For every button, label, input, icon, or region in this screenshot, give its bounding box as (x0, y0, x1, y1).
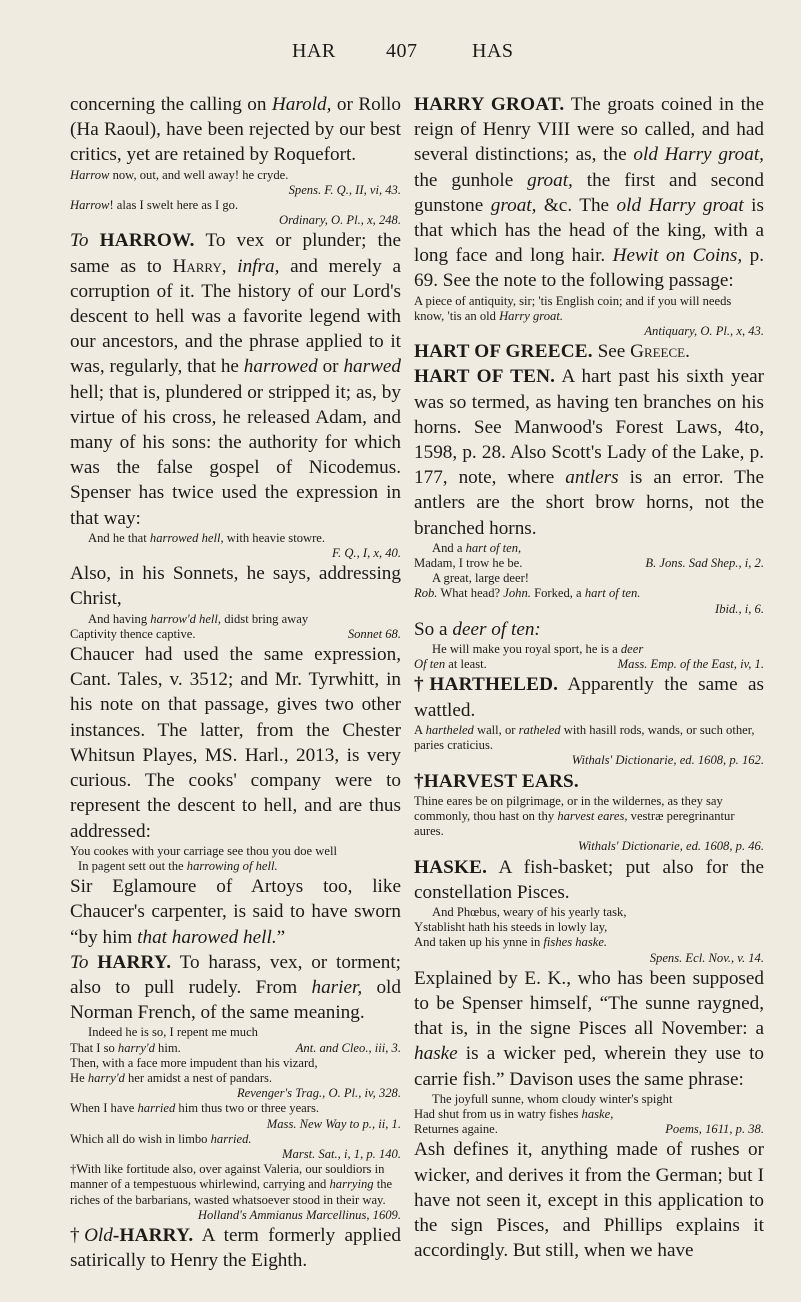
eglamoure-paragraph: Sir Eglamoure of Artoys too, like Chaucer's carpenter, is said to have sworn “by him that harowed hell.” (70, 876, 401, 948)
citation: Spens. F. Q., II, vi, 43. (288, 182, 401, 197)
citation: Ordinary, O. Pl., x, 248. (279, 213, 401, 228)
deer-of-ten-paragraph: So a deer of ten: (414, 618, 541, 640)
entry-haske: HASKE. A fish-basket; put also for the constellation Pisces. (414, 856, 764, 903)
citation: Ibid., i, 6. (715, 601, 764, 616)
page-number: 407 (386, 40, 418, 62)
quote-spens-ecl: And Phœbus, weary of his yearly task, Ystablisht hath his steeds in lowly lay, And taken up his ynne in fishes haske. (414, 904, 627, 950)
entry-to-harrow: To HARROW. To vex or plunder; the same as to Harry, infra, and merely a corruption of it. The history of our Lord's descent to hell was a favorite legend with our ancestors, and the phrase applied to it was, regularly, that he harrowed or harwed hell; that is, plundered or stripped it; as, by virtue of his cross, he released Adam, and many of his sons: the authority for which was the false gospel of Nicodemus. Spenser has twice used the expression in that way: (70, 230, 401, 529)
harold-continuation: concerning the calling on Harold, or Rollo (Ha Raoul), have been rejected by our best critics, yet are retained by Roquefort. (70, 94, 401, 166)
entry-old-harry: †Old-HARRY. A term formerly applied satirically to Henry the Eighth. (70, 1224, 401, 1272)
entry-hart-of-ten: HART OF TEN. A hart past his sixth year was so termed, as having ten branches on his horns. See Manwood's Forest Laws, 4to, 1598, p. 28. Also Scott's Lady of the Lake, p. 177, note, where antlers is an error. The antlers are the short brow horns, not the branched horns. (414, 366, 764, 539)
ash-paragraph: Ash defines it, anything made of rushes or wicker, and derives it from the German; but I have not seen it, except in this application to the sign Pisces, and Phillips explains it accordingly. But still, when we have (414, 1139, 764, 1262)
citation: F. Q., I, x, 40. (331, 546, 401, 561)
quote-mass: When I have harried him thus two or three years. (70, 1101, 320, 1116)
quote-emp-east: He will make you royal sport, he is a deer Of ten at least. Mass. Emp. of the East, iv, 1. (414, 642, 764, 672)
right-column (414, 92, 764, 1263)
quote-ant-cleo: Indeed he is so, I repent me much That I so harry'd him. Ant. and Cleo., iii, 3. Then, with a face more impudent than his vizard, He harry'd her amidst a nest of pandars. (70, 1025, 401, 1085)
quote-davison: The joyfull sunne, whom cloudy winter's spight Had shut from us in watry fishes haske, Returnes againe. Poems, 1611, p. 38. (414, 1091, 764, 1137)
quote-withals-46: Thine eares be on pilgrimage, or in the wildernes, as they say commonly, thou hast on thy harvest eares, vestræ peregrinantur aures. (414, 793, 735, 839)
running-head-left: HAR (292, 40, 336, 62)
citation: Withals' Dictionarie, ed. 1608, p. 46. (578, 839, 764, 854)
running-head-right: HAS (472, 40, 514, 62)
entry-to-harry: To HARRY. To harass, vex, or torment; also to pull rudely. From harier, old Norman French, of the same meaning. (70, 951, 401, 1024)
entry-harry-groat: HARRY GROAT. The groats coined in the reign of Henry VIII were so called, and had several distinctions; as, the old Harry groat, the gunhole groat, the first and second gunstone groat, &c. The old Harry groat is that which has the head of the king, with a long face and long hair. Hewit on Coins, p. 69. See the note to the following passage: (414, 94, 764, 292)
quote-sad-shep: And a hart of ten, Madam, I trow he be. B. Jons. Sad Shep., i, 2. A great, large deer! Rob. What head? John. Forked, a hart of ten. (414, 540, 764, 601)
chaucer-paragraph: Chaucer had used the same expression, Cant. Tales, v. 3512; and Mr. Tyrwhitt, in his note on that passage, gives two other instances. The latter, from the Chester Whitsun Playes, MS. Harl., 2013, is very curious. The cooks' company were to represent the descent to hell, and are thus addressed: (70, 644, 401, 842)
quote-marst: Which all do wish in limbo harried. (70, 1131, 252, 1146)
left-column (70, 92, 401, 1273)
explained-paragraph: Explained by E. K., who has been supposed to be Spenser himself, “The sunne raygned, that is, in the signe Pisces all November: a haske is a wicker ped, wherein they use to carrie fish.” Davison uses the same phrase: (414, 967, 764, 1090)
quote-spens-fq: Harrow now, out, and well away! he cryde. (70, 167, 289, 182)
entry-harvest-ears: †HARVEST EARS. (414, 770, 579, 792)
citation: Antiquary, O. Pl., x, 43. (644, 324, 764, 339)
sonnets-paragraph: Also, in his Sonnets, he says, addressing Christ, (70, 563, 401, 610)
citation: Withals' Dictionarie, ed. 1608, p. 162. (571, 753, 764, 768)
quote-antiquary: A piece of antiquity, sir; 'tis English coin; and if you will needs know, 'tis an old Harry groat. (414, 293, 732, 323)
citation: Marst. Sat., i, 1, p. 140. (282, 1146, 401, 1161)
entry-hartheled: †HARTHELED. Apparently the same as wattled. (414, 674, 764, 721)
citation: Spens. Ecl. Nov., v. 14. (649, 950, 764, 965)
entry-hart-of-greece: HART OF GREECE. See Greece. (414, 341, 690, 363)
quote-holland: †With like fortitude also, over against Valeria, our souldiors in manner of a tempestuous whirlewind, carrying and harrying the riches of the barbarians, wasted whatsoever stood in their way. (70, 1162, 393, 1207)
quote-withals-162: A hartheled wall, or ratheled with hasill rods, wands, or such other, paries craticius. (414, 722, 755, 753)
quote-ordinary: Harrow! alas I swelt here as I go. (70, 198, 239, 213)
quote-sonnet: And having harrow'd hell, didst bring away Captivity thence captive. Sonnet 68. (70, 611, 401, 641)
citation: Holland's Ammianus Marcellinus, 1609. (197, 1207, 401, 1222)
quote-cookes: You cookes with your carriage see thou you doe well In pagent sett out the harrowing of hell. (70, 843, 337, 873)
citation: Mass. New Way to p., ii, 1. (266, 1116, 401, 1131)
quote-harrowed-hell: And he that harrowed hell, with heavie stowre. (88, 530, 326, 545)
citation: Revenger's Trag., O. Pl., iv, 328. (236, 1086, 401, 1101)
